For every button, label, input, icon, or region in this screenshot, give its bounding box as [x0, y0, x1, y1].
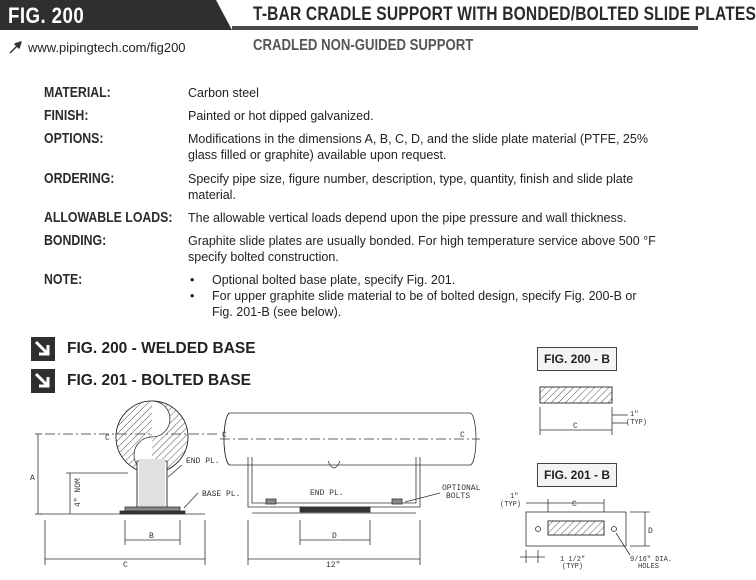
dim-nom-label: 4" NOM: [74, 478, 83, 507]
spec-label: ALLOWABLE LOADS:: [44, 209, 173, 226]
arrow-link-icon: [8, 41, 22, 55]
fig201-heading-label: FIG. 201 - BOLTED BASE: [67, 372, 252, 389]
page-subtitle: CRADLED NON-GUIDED SUPPORT: [253, 37, 474, 54]
fig200b-dim-1: 1": [630, 411, 639, 419]
arrow-down-right-icon: [31, 369, 55, 393]
fig-number: FIG. 200: [8, 3, 85, 28]
spec-label: OPTIONS:: [44, 130, 104, 147]
spec-label: MATERIAL:: [44, 84, 111, 101]
side-view-centerline-left: C: [222, 431, 227, 440]
dim-d-label: D: [332, 532, 337, 541]
dim-c-label: C: [123, 561, 128, 570]
spec-value: The allowable vertical loads depend upon the pipe pressure and wall thickness.: [188, 211, 627, 225]
url-row[interactable]: [8, 40, 186, 55]
fig201b-holes-2: HOLES: [638, 563, 660, 571]
fig201-heading: [31, 369, 251, 393]
optional-bolts-label-2: BOLTS: [446, 492, 471, 501]
spec-label: ORDERING:: [44, 170, 115, 187]
page-title: T-BAR CRADLE SUPPORT WITH BONDED/BOLTED SLIDE PLATES: [253, 4, 756, 25]
note-item: • Optional bolted base plate, specify Fig. 201.: [188, 272, 658, 288]
fig200b-detail: [540, 387, 628, 435]
fig201b-holes-1: 9/16" DIA.: [630, 556, 673, 564]
dim-b-label: B: [149, 532, 154, 541]
fig200b-dim-c: C: [573, 422, 578, 431]
fig200-heading: [31, 337, 256, 361]
fig200-heading-label: FIG. 200 - WELDED BASE: [67, 340, 256, 357]
fig201b-dim-half-typ: (TYP): [562, 563, 584, 571]
side-view-centerline-right: C: [460, 431, 465, 440]
technical-drawing: [0, 395, 698, 580]
url-link[interactable]: www.pipingtech.com/fig200: [28, 40, 186, 55]
spec-value: Modifications in the dimensions A, B, C, D, and the slide plate material (PTFE, 25% glass filled or graphite) available upon request.: [188, 132, 648, 162]
fig201b-dim-half: 1 1/2": [560, 556, 586, 564]
fig201b-dim-d: D: [648, 527, 653, 536]
fig200b-title: FIG. 200 - B: [537, 347, 617, 371]
spec-label: FINISH:: [44, 107, 89, 124]
fig201b-dim-1: 1": [510, 493, 519, 501]
header-rule: [232, 26, 698, 30]
fig201b-dim-c: C: [572, 500, 577, 509]
spec-label: NOTE:: [44, 271, 83, 288]
note-item: • For upper graphite slide material to be of bolted design, specify Fig. 200-B or Fig. 201-B (see below).: [188, 288, 658, 320]
dim-a-label: A: [30, 474, 35, 483]
end-view-centerline: C: [105, 434, 110, 443]
spec-value: Specify pipe size, figure number, description, type, quantity, finish and slide plate material.: [188, 172, 634, 202]
side-end-plate-label: END PL.: [310, 489, 344, 498]
dim-length-label: 12": [326, 561, 341, 570]
end-plate-label: END PL.: [186, 457, 220, 466]
note-list: [188, 272, 658, 320]
fig200b-dim-typ: (TYP): [626, 419, 648, 427]
spec-label: BONDING:: [44, 232, 107, 249]
optional-bolts-label-1: OPTIONAL: [442, 484, 481, 493]
spec-value: Painted or hot dipped galvanized.: [188, 109, 374, 123]
spec-value: Graphite slide plates are usually bonded. For high temperature service above 500 °F specify bolted construction.: [188, 234, 656, 264]
spec-value: Carbon steel: [188, 86, 259, 100]
arrow-down-right-icon: [31, 337, 55, 361]
side-view: [220, 413, 480, 565]
base-plate-label: BASE PL.: [202, 490, 241, 499]
fig201b-title: FIG. 201 - B: [537, 463, 617, 487]
end-view: [35, 401, 220, 565]
fig201b-dim-typ: (TYP): [500, 501, 522, 509]
fig201b-detail: [520, 499, 650, 563]
